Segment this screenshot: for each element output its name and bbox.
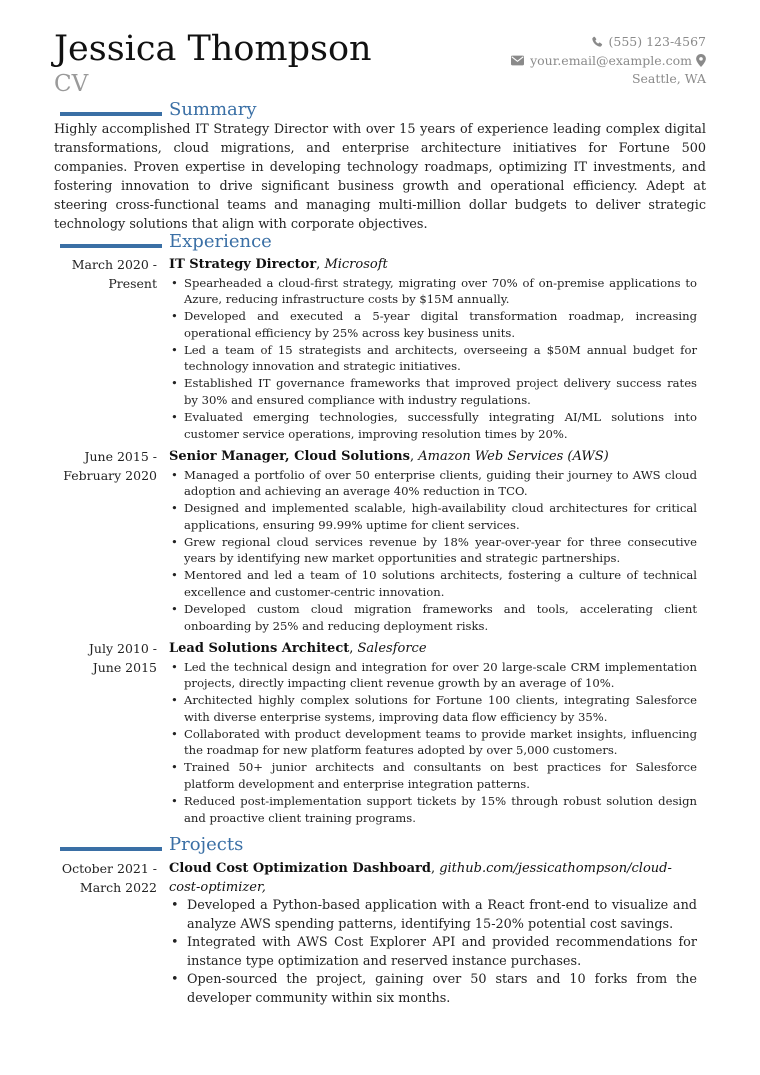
summary-text: Highly accomplished IT Strategy Director with over 15 years of experience leading complex digital transformations, cloud migrations, and enterprise architecture initiatives for Fortune 500 companies. Proven expertise in developing technology roadmaps, optimizing IT investments, and fostering innovation to drive significant business growth and operational efficiency. Adept at steering cross-functional teams and managing multi-million dollar budgets to deliver strategic technology solutions that align with corporate objectives. bbox=[54, 122, 706, 232]
date-end: June 2015 bbox=[92, 659, 157, 675]
job-title: Senior Manager, Cloud Solutions bbox=[169, 449, 410, 464]
section-title: Summary bbox=[169, 99, 257, 120]
entry-dates bbox=[40, 448, 157, 485]
date-end: February 2020 bbox=[63, 467, 157, 483]
date-end: Present bbox=[108, 275, 157, 291]
list-item: • Designed and implemented scalable, high-availability cloud architectures for critical applications, ensuring 99.99% uptime for client services. bbox=[169, 500, 697, 534]
entry-dates bbox=[40, 256, 157, 293]
list-item: • Collaborated with product development teams to provide market insights, influencing the roadmap for new platform features adopted by over 5,000 customers. bbox=[169, 726, 697, 760]
bullet-list bbox=[169, 467, 697, 635]
list-item: • Mentored and led a team of 10 solutions architects, fostering a culture of technical excellence and customer-centric innovation. bbox=[169, 567, 697, 601]
date-start: March 2020 - bbox=[71, 257, 157, 272]
job-title: IT Strategy Director bbox=[169, 257, 317, 272]
company-name: Salesforce bbox=[357, 641, 427, 656]
list-item: • Managed a portfolio of over 50 enterprise clients, guiding their journey to AWS cloud adoption and achieving an average 40% reduction in TCO. bbox=[169, 467, 697, 501]
list-item: • Spearheaded a cloud-first strategy, migrating over 70% of on-premise applications to Azure, reducing infrastructure costs by $15M annually. bbox=[169, 275, 697, 309]
envelope-icon bbox=[511, 55, 524, 66]
entry-body bbox=[169, 640, 697, 826]
list-item: • Evaluated emerging technologies, successfully integrating AI/ML solutions into customer service operations, improving resolution times by 20%. bbox=[169, 409, 697, 443]
entry-body bbox=[169, 256, 697, 442]
date-start: July 2010 - bbox=[88, 641, 157, 656]
map-pin-icon bbox=[696, 54, 706, 67]
contact-phone bbox=[511, 33, 706, 52]
company-name: Microsoft bbox=[324, 257, 388, 272]
list-item: • Trained 50+ junior architects and consultants on best practices for Salesforce platform development and enterprise integration patterns. bbox=[169, 759, 697, 793]
bullet-list bbox=[169, 275, 697, 443]
list-item: • Grew regional cloud services revenue by 18% year-over-year for three consecutive years by identifying new market opportunities and strategic partnerships. bbox=[169, 534, 697, 568]
date-start: October 2021 - bbox=[61, 861, 157, 876]
email-text[interactable]: your.email@example.com bbox=[530, 52, 692, 68]
list-item: • Architected highly complex solutions for Fortune 100 clients, integrating Salesforce with diverse enterprise systems, improving data flow efficiency by 35%. bbox=[169, 692, 697, 726]
list-item: • Developed and executed a 5-year digital transformation roadmap, increasing operational efficiency by 25% across key business units. bbox=[169, 308, 697, 342]
job-title: Lead Solutions Architect bbox=[169, 641, 350, 656]
list-item: • Led a team of 15 strategists and architects, overseeing a $50M annual budget for technology innovation and strategic initiatives. bbox=[169, 342, 697, 376]
location-text: Seattle, WA bbox=[631, 71, 706, 86]
entry-heading: Senior Manager, Cloud Solutions, Amazon Web Services (AWS) bbox=[169, 449, 609, 464]
entry-body bbox=[169, 448, 697, 634]
phone-icon bbox=[591, 36, 603, 48]
date-end: March 2022 bbox=[79, 879, 157, 895]
list-item: • Developed custom cloud migration frameworks and tools, accelerating client onboarding by 25% and reducing deployment risks. bbox=[169, 601, 697, 635]
list-item: • Open-sourced the project, gaining over 50 stars and 10 forks from the developer community within six months. bbox=[169, 971, 697, 1008]
date-start: June 2015 - bbox=[84, 449, 157, 464]
entry-dates bbox=[40, 640, 157, 677]
contact-location bbox=[511, 70, 706, 89]
company-name: Amazon Web Services (AWS) bbox=[418, 449, 609, 464]
phone-text[interactable]: (555) 123-4567 bbox=[608, 34, 706, 49]
section-rule bbox=[60, 847, 162, 851]
list-item: • Integrated with AWS Cost Explorer API and provided recommendations for instance type optimization and reserved instance purchases. bbox=[169, 934, 697, 971]
list-item: • Established IT governance frameworks that improved project delivery success rates by 30% and ensured compliance with industry regulations. bbox=[169, 375, 697, 409]
section-rule bbox=[60, 244, 162, 248]
entry-heading: IT Strategy Director, Microsoft bbox=[169, 257, 388, 272]
list-item: • Developed a Python-based application with a React front-end to visualize and analyze AWS spending patterns, identifying 15-20% potential cost savings. bbox=[169, 897, 697, 934]
entry-heading: Lead Solutions Architect, Salesforce bbox=[169, 641, 427, 656]
section-title: Experience bbox=[169, 231, 272, 252]
candidate-name: Jessica Thompson bbox=[54, 29, 372, 69]
list-item: • Led the technical design and integration for over 20 large-scale CRM implementation projects, directly impacting client revenue growth by an average of 10%. bbox=[169, 659, 697, 693]
entry-body bbox=[169, 860, 697, 1009]
list-item: • Reduced post-implementation support tickets by 15% through robust solution design and proactive client training programs. bbox=[169, 793, 697, 827]
bullet-list bbox=[169, 897, 697, 1009]
section-title: Projects bbox=[169, 834, 244, 855]
contact-email bbox=[511, 52, 706, 71]
project-name: Cloud Cost Optimization Dashboard bbox=[169, 861, 431, 876]
entry-dates bbox=[40, 860, 157, 897]
section-rule bbox=[60, 112, 162, 116]
entry-heading: Cloud Cost Optimization Dashboard, github.com/jessicathompson/cloud-cost-optimizer, bbox=[169, 861, 672, 895]
contact-info bbox=[511, 33, 706, 89]
project-link[interactable]: github.com/jessicathompson/cloud-cost-optimizer, bbox=[169, 861, 672, 895]
bullet-list bbox=[169, 659, 697, 827]
document-subtitle: CV bbox=[54, 71, 89, 97]
